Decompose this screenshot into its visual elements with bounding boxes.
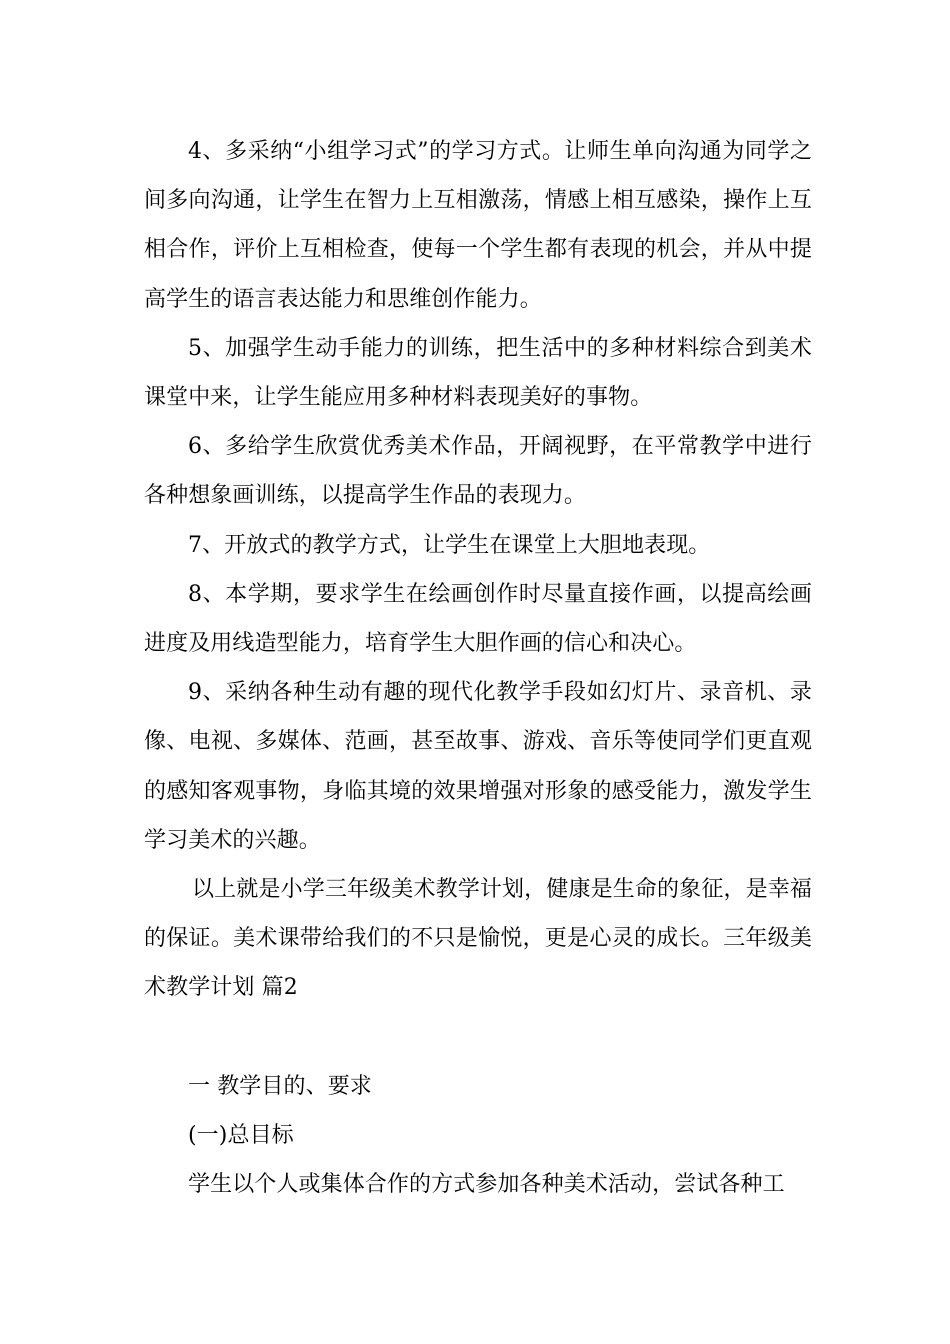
document-body — [144, 127, 812, 1209]
paragraph-item-8: 8、本学期，要求学生在绘画创作时尽量直接作画，以提高绘画进度及用线造型能力，培育学生大胆作画的信心和决心。 — [144, 581, 812, 657]
paragraph-item-7: 7、开放式的教学方式，让学生在课堂上大胆地表现。 — [188, 532, 711, 558]
subsection-heading: (一)总目标 — [188, 1123, 294, 1149]
section-heading: 一 教学目的、要求 — [188, 1073, 372, 1099]
goal-paragraph: 学生以个人或集体合作的方式参加各种美术活动，尝试各种工 — [188, 1172, 785, 1198]
summary-paragraph: 以上就是小学三年级美术教学计划，健康是生命的象征，是幸福的保证。美术课带给我们的不只是愉悦，更是心灵的成长。三年级美术教学计划 篇2 — [144, 877, 812, 1001]
paragraph-item-5: 5、加强学生动手能力的训练，把生活中的多种材料综合到美术课堂中来，让学生能应用多种材料表现美好的事物。 — [144, 335, 812, 411]
paragraph-item-4: 4、多采纳“小组学习式”的学习方式。让师生单向沟通为同学之间多向沟通，让学生在智力上互相激荡，情感上相互感染，操作上互相合作，评价上互相检查，使每一个学生都有表现的机会，并从中提高学生的语言表达能力和思维创作能力。 — [144, 139, 812, 312]
blank-line — [144, 1013, 812, 1062]
paragraph-item-6: 6、多给学生欣赏优秀美术作品，开阔视野，在平常教学中进行各种想象画训练，以提高学生作品的表现力。 — [144, 434, 812, 509]
paragraph-item-9: 9、采纳各种生动有趣的现代化教学手段如幻灯片、录音机、录像、电视、多媒体、范画，甚至故事、游戏、音乐等使同学们更直观的感知客观事物，身临其境的效果增强对形象的感受能力，激发学生学习美术的兴趣。 — [144, 680, 812, 853]
